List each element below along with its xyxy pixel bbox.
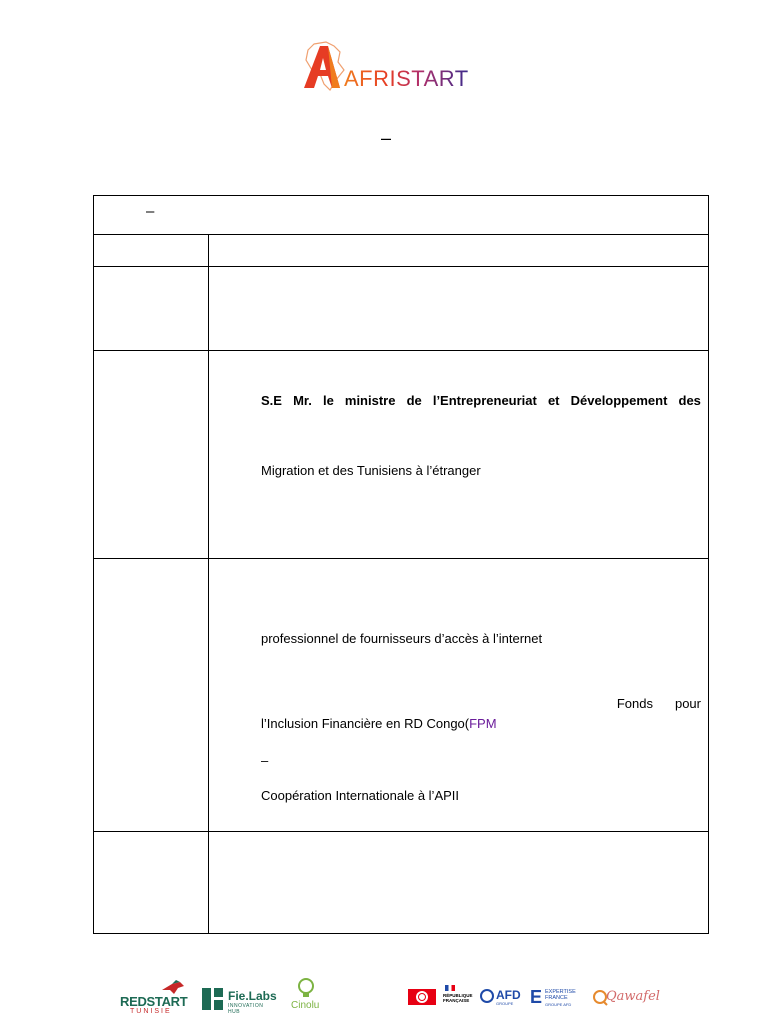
table-title-row	[94, 196, 709, 235]
table-cell	[209, 267, 709, 351]
expertise-france-logo	[530, 987, 586, 1009]
expertise-name: EXPERTISE FRANCE	[545, 989, 576, 1001]
table-cell	[94, 235, 209, 267]
word: et	[547, 393, 560, 408]
bulb-icon	[296, 978, 316, 998]
africa-map-icon	[300, 40, 348, 92]
info-table	[93, 195, 709, 934]
table-row	[94, 267, 709, 351]
redstart-name: REDSTART	[120, 994, 188, 1009]
qawafel-name: Qawafel	[606, 989, 660, 1004]
table-cell	[94, 351, 209, 559]
afd-name: AFD	[496, 988, 521, 1002]
word: S.E	[261, 393, 282, 408]
fielabs-sub: INNOVATION HUB	[228, 1003, 264, 1015]
participant-line-3	[261, 716, 497, 732]
table-title-cell	[94, 196, 709, 235]
word: Mr.	[293, 393, 312, 408]
cinolu-name: Cinolu	[291, 1000, 320, 1011]
afd-circle-icon	[480, 989, 494, 1003]
fund-acronym: FPM	[469, 716, 497, 731]
participant-line-2	[261, 696, 701, 712]
fielabs-mark-icon	[202, 988, 224, 1010]
afristart-logo	[300, 40, 470, 92]
french-flag-icon	[445, 985, 455, 991]
spacer	[653, 696, 675, 712]
rf-name: RÉPUBLIQUE FRANÇAISE	[443, 993, 473, 1003]
word: l’Entrepreneuriat	[432, 393, 537, 408]
republique-francaise-logo	[443, 985, 473, 1009]
word: de	[406, 393, 422, 408]
table-cell	[94, 267, 209, 351]
cinolu-logo	[290, 978, 326, 1014]
expertise-sub: GROUPE AFD	[545, 1002, 572, 1007]
word: Développement	[570, 393, 668, 408]
participant-line-5: Coopération Internationale à l’APII	[261, 788, 460, 803]
table-cell	[94, 832, 209, 934]
table-cell	[209, 351, 709, 559]
logo-wordmark	[344, 66, 469, 92]
redstart-sub: TUNISIE	[130, 1008, 172, 1015]
logo-text: AFRISTART	[344, 66, 469, 91]
table-row	[94, 235, 709, 267]
word: Fonds	[616, 696, 653, 711]
redstart-logo	[120, 980, 188, 1016]
word: des	[678, 393, 701, 408]
spacer	[261, 696, 617, 712]
expertise-e-icon: E	[530, 987, 543, 1007]
word: pour	[674, 696, 701, 711]
participant-line-1: professionnel de fournisseurs d’accès à l’internet	[261, 631, 543, 646]
table-title-dash: –	[146, 203, 155, 220]
heading-dash: –	[381, 128, 392, 148]
afd-sub: GROUPE	[496, 1001, 514, 1006]
table-row	[94, 832, 709, 934]
addressee-line-1	[261, 393, 701, 409]
table-cell	[94, 559, 209, 832]
table-cell	[209, 235, 709, 267]
qawafel-logo	[592, 986, 660, 1010]
participant-line-4: –	[261, 753, 269, 768]
fielabs-logo	[202, 988, 277, 1015]
word: le	[322, 393, 334, 408]
word: ministre	[344, 393, 396, 408]
table-cell	[209, 559, 709, 832]
fund-name: l’Inclusion Financière en RD Congo(	[261, 716, 470, 731]
addressee-line-2: Migration et des Tunisiens à l’étranger	[261, 463, 481, 478]
table-cell	[209, 832, 709, 934]
fielabs-name: Fie.Labs	[228, 989, 277, 1003]
table-row	[94, 351, 709, 559]
table-row	[94, 559, 709, 832]
afd-logo	[480, 988, 524, 1008]
tunisia-flag-icon	[408, 989, 436, 1005]
